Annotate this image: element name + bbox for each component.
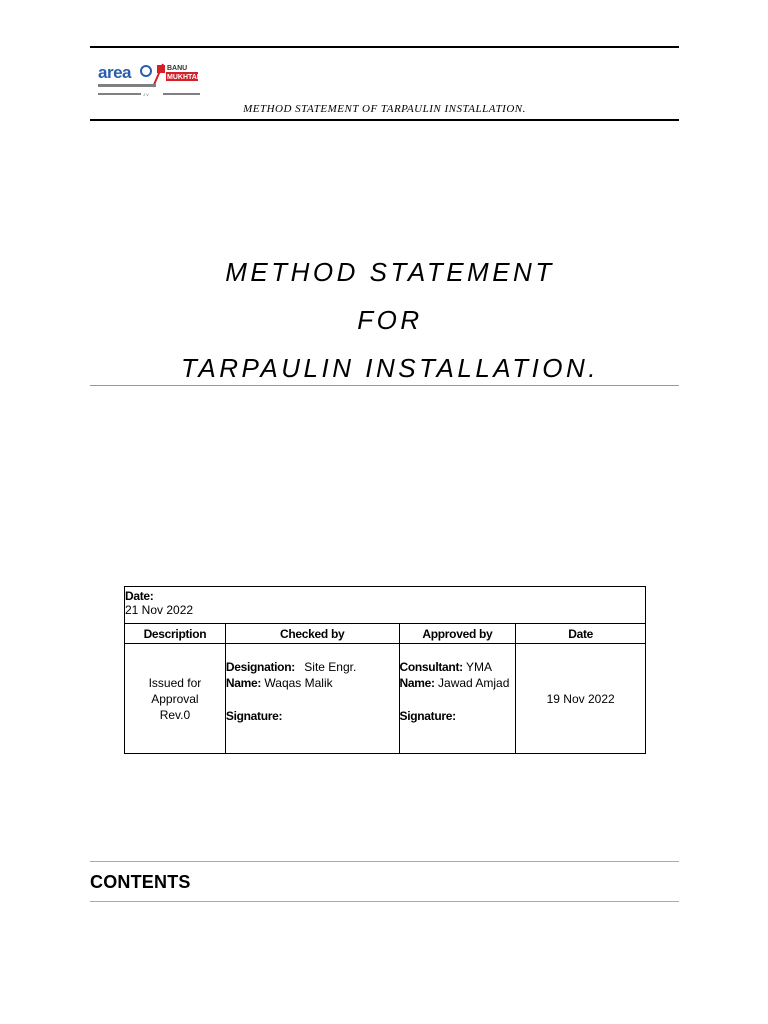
header-description: Description: [125, 624, 226, 644]
description-line-2: Rev.0: [159, 707, 191, 722]
svg-text:MUKHTAR: MUKHTAR: [167, 74, 200, 81]
date-row: [125, 587, 646, 624]
svg-text:BANU: BANU: [167, 65, 188, 72]
issue-date-cell: 19 Nov 2022: [516, 644, 646, 754]
header-bottom-rule: [90, 119, 679, 121]
checked-name-label: Name:: [225, 676, 262, 690]
checked-signature-label: Signature:: [225, 709, 283, 723]
approved-by-cell: [399, 644, 516, 754]
date-cell: [125, 587, 646, 624]
checked-by-cell: [225, 644, 399, 754]
date-label: Date:: [125, 589, 154, 603]
description-line-1: Issued for Approval: [148, 675, 202, 706]
header-caption: METHOD STATEMENT OF TARPAULIN INSTALLATION.: [243, 103, 526, 115]
header-top-rule: [90, 46, 679, 48]
title-line-2: FOR: [357, 305, 423, 335]
company-logo: [97, 60, 200, 100]
consultant-label: Consultant:: [399, 660, 463, 674]
approval-table: [124, 586, 646, 754]
title-line-3: TARPAULIN INSTALLATION.: [180, 353, 600, 383]
date-value: 21 Nov 2022: [125, 603, 194, 617]
approved-name-value: Jawad Amjad: [438, 676, 510, 690]
designation-value: Site Engr.: [304, 660, 357, 674]
contents-top-rule: [90, 861, 679, 862]
checked-name-value: Waqas Malik: [264, 676, 333, 690]
header-checked-by: Checked by: [225, 624, 399, 644]
contents-bottom-rule: [90, 901, 679, 902]
approved-name-label: Name:: [399, 676, 435, 690]
table-body-row: [125, 644, 646, 754]
company-logo-graphic: [97, 60, 200, 100]
title-line-1: METHOD STATEMENT: [225, 257, 555, 287]
header-date: Date: [516, 624, 646, 644]
approved-signature-label: Signature:: [399, 709, 456, 723]
svg-text:J V: J V: [143, 92, 149, 97]
description-cell: [125, 644, 226, 754]
consultant-value: YMA: [465, 660, 492, 674]
title-underline: [90, 385, 679, 386]
header-approved-by: Approved by: [399, 624, 516, 644]
svg-text:area: area: [98, 63, 131, 82]
designation-label: Designation:: [225, 660, 295, 674]
contents-heading: CONTENTS: [90, 872, 191, 892]
table-header-row: [125, 624, 646, 644]
